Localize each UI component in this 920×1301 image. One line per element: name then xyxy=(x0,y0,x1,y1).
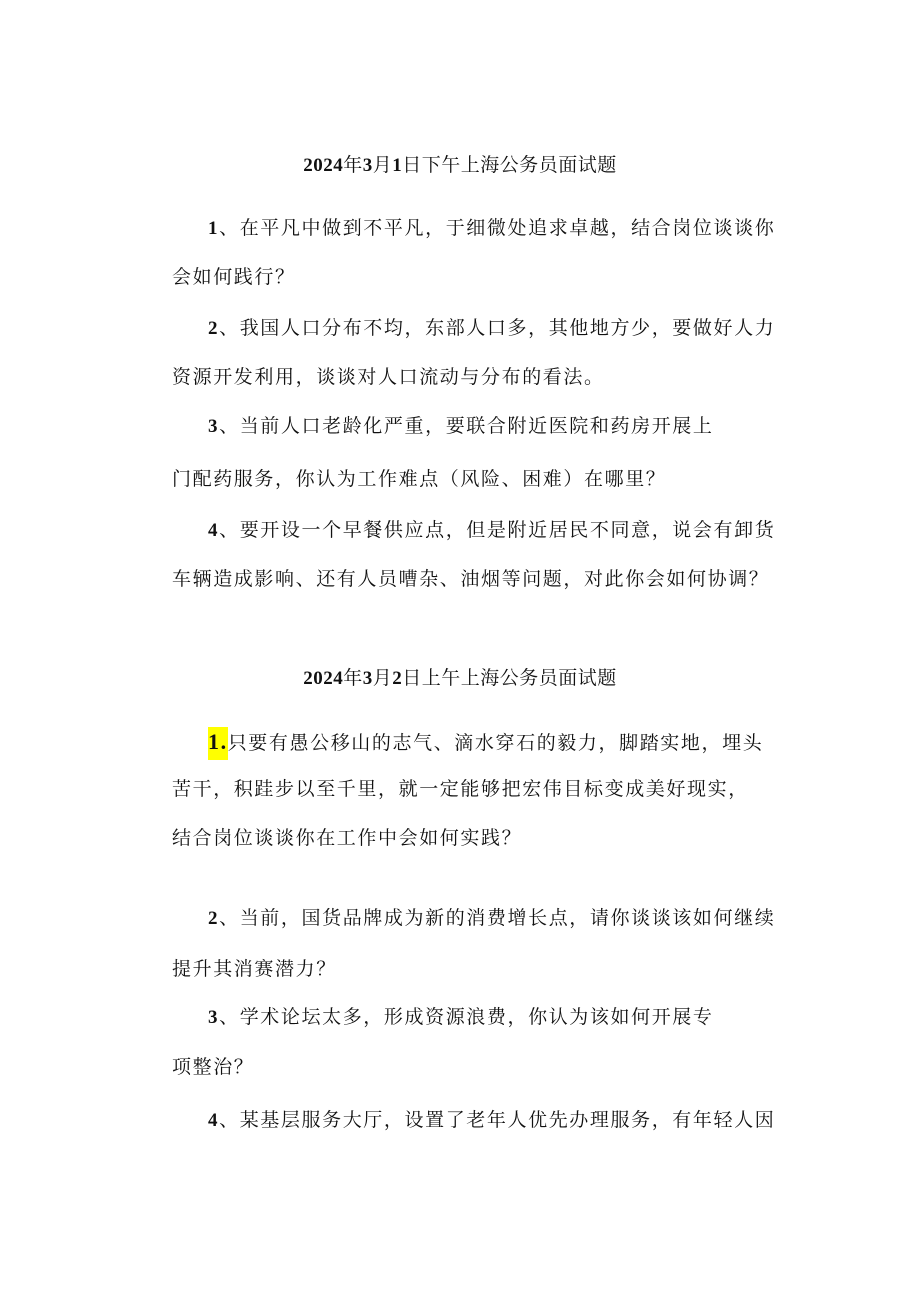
highlighted-question-number: 1. xyxy=(208,727,228,760)
question-line xyxy=(208,905,775,932)
question-line xyxy=(172,466,666,492)
question-text: 会如何践行？ xyxy=(172,266,296,288)
question-number: 3 xyxy=(208,416,220,437)
title-day: 1 xyxy=(392,155,403,176)
question-text: 、当前，国货品牌成为新的消费增长点，请你谈谈该如何继续 xyxy=(219,907,776,929)
title-rest: 日下午上海公务员面试题 xyxy=(402,154,617,176)
question-number: 1 xyxy=(208,218,220,239)
question-line xyxy=(208,1107,775,1134)
question-line xyxy=(208,215,775,242)
question-line xyxy=(172,1054,254,1080)
question-line xyxy=(172,566,769,592)
title-month-char: 月 xyxy=(372,154,393,176)
question-text: 只要有愚公移山的志气、滴水穿石的毅力，脚踏实地，埋头 xyxy=(227,732,764,754)
question-text: 、要开设一个早餐供应点，但是附近居民不同意，说会有卸货 xyxy=(219,519,776,541)
question-line xyxy=(172,776,749,802)
question-text: 苦干，积跬步以至千里，就一定能够把宏伟目标变成美好现实， xyxy=(172,778,749,800)
question-text: 提升其消赛潜力？ xyxy=(172,958,337,980)
question-number: 2 xyxy=(208,318,220,339)
section-1-title xyxy=(0,150,920,177)
question-text: 、在平凡中做到不平凡，于细微处追求卓越，结合岗位谈谈你 xyxy=(219,217,776,239)
title-day: 2 xyxy=(392,668,403,689)
question-line xyxy=(172,956,337,982)
title-year: 2024 xyxy=(303,668,344,689)
question-line xyxy=(172,264,296,290)
question-text: 、某基层服务大厅，设置了老年人优先办理服务，有年轻人因 xyxy=(219,1109,776,1131)
title-month: 3 xyxy=(362,668,373,689)
title-rest: 日上午上海公务员面试题 xyxy=(402,667,617,689)
question-text: 项整治？ xyxy=(172,1056,255,1078)
question-text: 、当前人口老龄化严重，要联合附近医院和药房开展上 xyxy=(219,415,714,437)
question-line xyxy=(208,315,775,342)
title-month: 3 xyxy=(362,155,373,176)
question-number: 4 xyxy=(208,520,220,541)
question-text: 、学术论坛太多，形成资源浪费，你认为该如何开展专 xyxy=(219,1006,714,1028)
question-text: 资源开发利用，谈谈对人口流动与分布的看法。 xyxy=(172,366,605,388)
question-text: 、我国人口分布不均，东部人口多，其他地方少，要做好人力 xyxy=(219,317,776,339)
question-line xyxy=(172,825,522,851)
question-number: 4 xyxy=(208,1110,220,1131)
question-line xyxy=(172,364,605,390)
title-year: 2024 xyxy=(303,155,344,176)
question-text: 车辆造成影响、还有人员嘈杂、油烟等问题，对此你会如何协调？ xyxy=(172,568,770,590)
title-year-char: 年 xyxy=(343,667,363,689)
question-line xyxy=(208,517,775,544)
question-line xyxy=(208,1004,714,1031)
question-number: 2 xyxy=(208,908,220,929)
question-line xyxy=(208,729,763,756)
question-line xyxy=(208,413,714,440)
title-year-char: 年 xyxy=(343,154,363,176)
title-month-char: 月 xyxy=(372,667,393,689)
question-text: 结合岗位谈谈你在工作中会如何实践？ xyxy=(172,827,523,849)
question-number: 3 xyxy=(208,1007,220,1028)
section-2-title xyxy=(0,663,920,690)
question-text: 门配药服务，你认为工作难点（风险、困难）在哪里？ xyxy=(172,468,667,490)
